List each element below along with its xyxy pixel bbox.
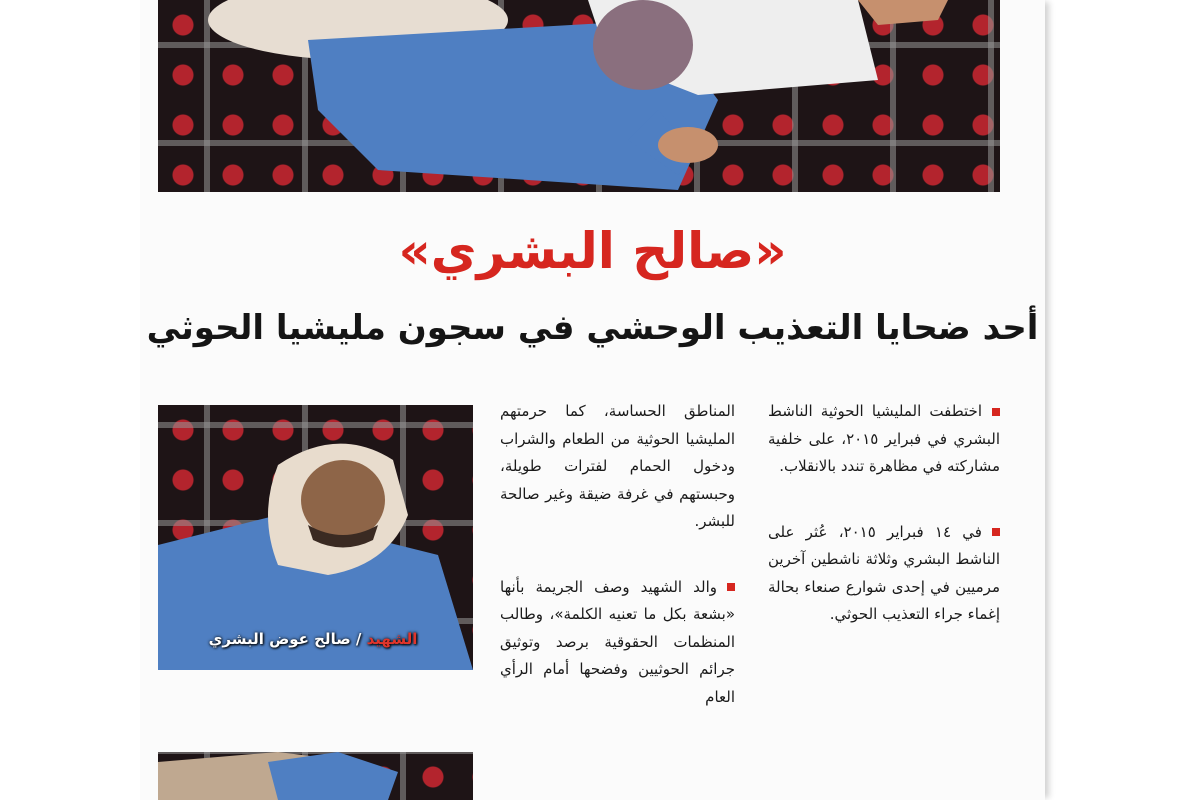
article-column-left xyxy=(500,398,735,749)
paragraph xyxy=(500,398,735,536)
headline-title: «صالح البشري» xyxy=(398,222,787,280)
headline-subtitle: أحد ضحايا التعذيب الوحشي في سجون مليشيا الحوثي xyxy=(146,308,1039,348)
bottom-photo xyxy=(158,752,473,800)
caption-name: / صالح عوض البشري xyxy=(208,630,362,648)
bottom-photo-illustration xyxy=(158,752,473,800)
victim-body-illustration xyxy=(158,0,1000,192)
bullet-square-icon xyxy=(727,583,735,591)
paragraph-text: اختطفت المليشيا الحوثية الناشط البشري في فبراير ٢٠١٥، على خلفية مشاركته في مظاهرة تندد بالانقلاب. xyxy=(768,402,1000,475)
paragraph xyxy=(768,398,1000,481)
photo-caption xyxy=(168,630,458,648)
article-column-right xyxy=(768,398,1000,667)
bullet-square-icon xyxy=(992,408,1000,416)
portrait-photo xyxy=(158,405,473,670)
paragraph-text: والد الشهيد وصف الجريمة بأنها «بشعة بكل ما تعنيه الكلمة»، وطالب المنظمات الحقوقية برصد وتوثيق جرائم الحوثيين وفضحها أمام الرأي العام xyxy=(500,577,735,706)
paragraph-text: في ١٤ فبراير ٢٠١٥، عُثر على الناشط البشري وثلاثة ناشطين آخرين مرميين في إحدى شوارع صنعاء بحالة إغماء جراء التعذيب الحوثي. xyxy=(768,522,1000,623)
paragraph xyxy=(500,574,735,712)
paragraph-text: المناطق الحساسة، كما حرمتهم المليشيا الحوثية من الطعام والشراب ودخول الحمام لفترات طويلة، وحبستهم في غرفة ضيقة وغير صالحة للبشر. xyxy=(500,402,735,530)
top-photo xyxy=(158,0,1000,192)
caption-prefix: الشهيد xyxy=(366,630,418,648)
newspaper-page xyxy=(140,0,1045,800)
bullet-square-icon xyxy=(992,528,1000,536)
paragraph xyxy=(768,519,1000,629)
